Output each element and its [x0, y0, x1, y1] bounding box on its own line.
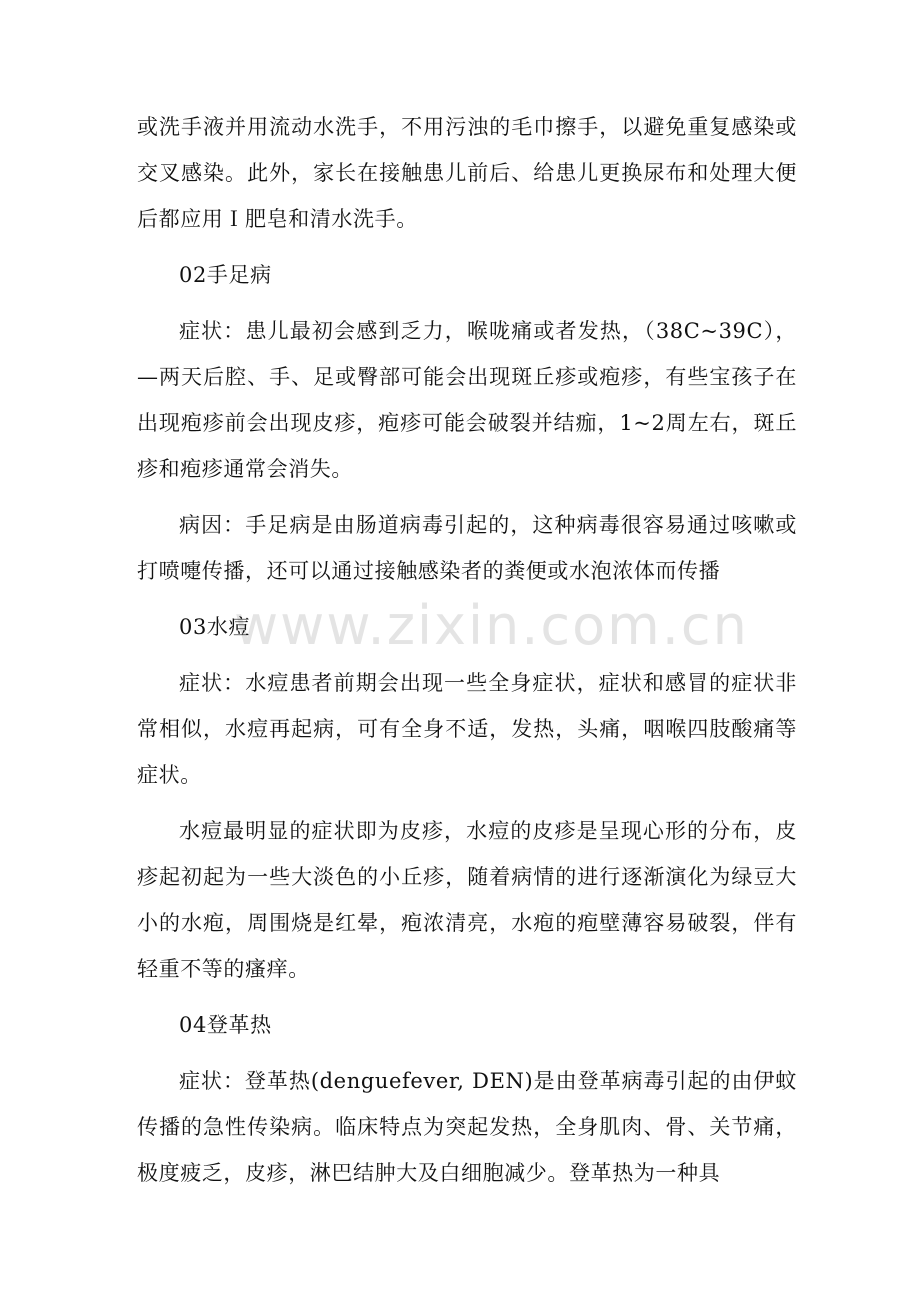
paragraph-handwashing: 或洗手液并用流动水洗手，不用污浊的毛巾擦手，以避免重复感染或交叉感染。此外，家长在接触患儿前后、给患儿更换尿布和处理大便后都应用Ｉ肥皂和清水洗手。 [137, 115, 797, 231]
section-heading-chickenpox: 03水痘 [179, 615, 251, 639]
section-heading-hand-foot-disease: 02手足病 [179, 263, 272, 287]
watermark: www.zixin.com.cn [234, 594, 749, 657]
paragraph-hand-foot-symptoms: 症状：患儿最初会感到乏力，喉咙痛或者发热，（38C~39C），—两天后腔、手、足或臀部可能会出现斑丘疹或疱疹，有些宝孩子在出现疱疹前会出现皮疹，疱疹可能会破裂并结痂，1~2周左右，斑丘疹和疱疹通常会消失。 [137, 319, 797, 481]
paragraph-chickenpox-symptoms: 症状：水痘患者前期会出现一些全身症状，症状和感冒的症状非常相似，水痘再起病，可有全身不适，发热，头痛，咽喉四肢酸痛等症状。 [137, 671, 797, 787]
section-heading-dengue: 04登革热 [179, 1013, 272, 1037]
document-body [137, 104, 797, 1206]
paragraph-hand-foot-cause: 病因：手足病是由肠道病毒引起的，这种病毒很容易通过咳嗽或打喷嚏传播，还可以通过接触感染者的粪便或水泡浓体而传播 [137, 513, 797, 583]
paragraph-dengue-symptoms: 症状：登革热(denguefever, DEN)是由登革病毒引起的由伊蚊传播的急性传染病。临床特点为突起发热，全身肌肉、骨、关节痛，极度疲乏，皮疹，淋巴结肿大及白细胞减少。登革热为一种具 [137, 1069, 797, 1185]
paragraph-chickenpox-rash: 水痘最明显的症状即为皮疹，水痘的皮疹是呈现心形的分布，皮疹起初起为一些大淡色的小丘疹，随着病情的进行逐渐演化为绿豆大小的水疱，周围烧是红晕，疱浓清亮，水疱的疱壁薄容易破裂，伴有轻重不等的瘙痒。 [137, 819, 797, 981]
